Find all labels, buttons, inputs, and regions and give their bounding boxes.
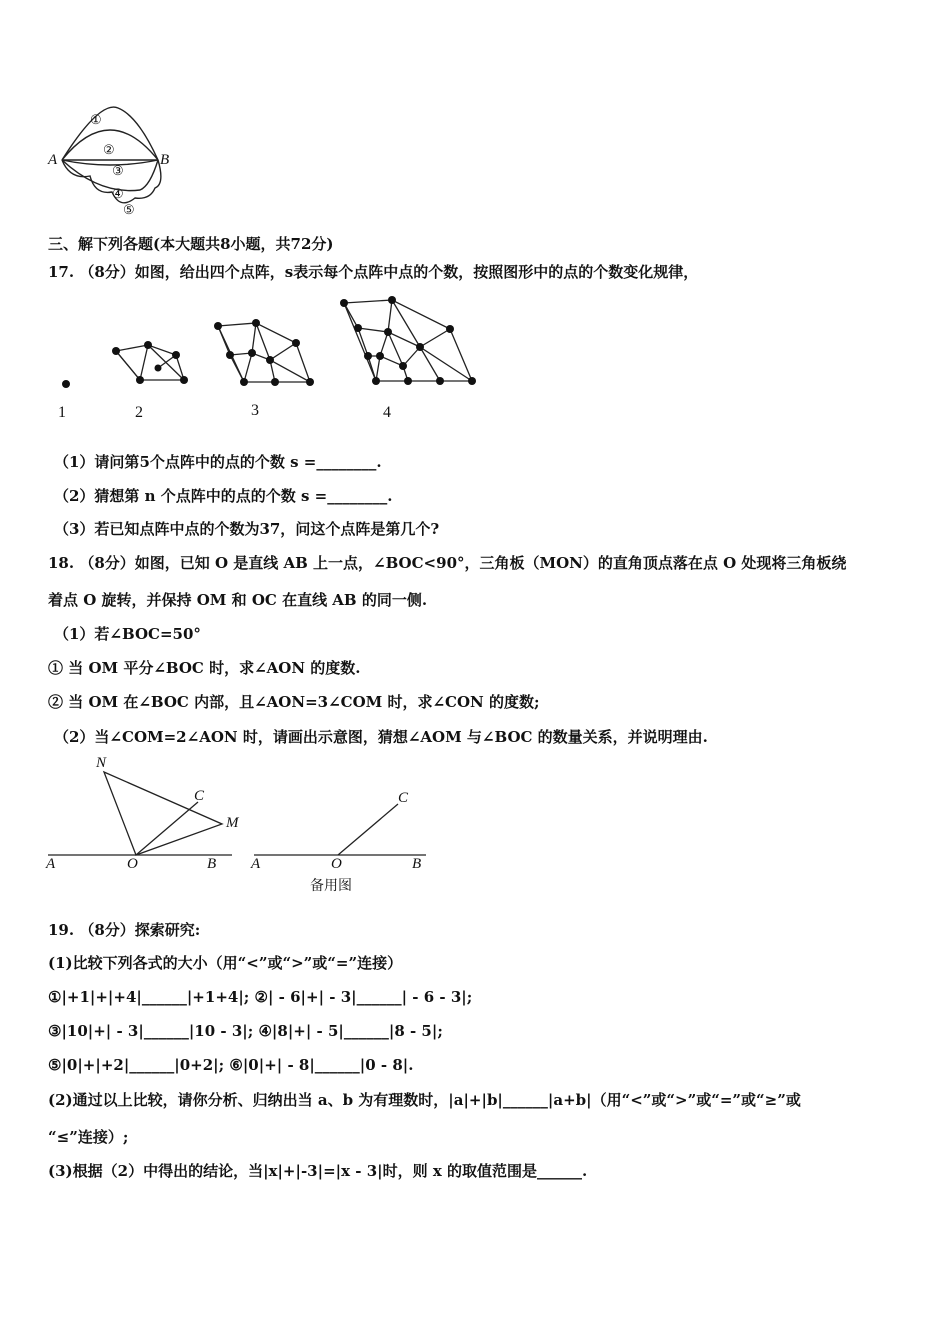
lattice-label-1: 1: [58, 404, 66, 421]
region-label-3: ③: [112, 163, 124, 178]
fig1-label-a: A: [46, 856, 56, 872]
fig2-caption: 备用图: [310, 878, 352, 894]
fig2-label-o: O: [331, 856, 342, 872]
region-label-4: ④: [112, 186, 124, 201]
fig1-label-c: C: [194, 788, 205, 804]
region-label-5: ⑤: [123, 202, 135, 217]
point-label-b: B: [160, 152, 170, 168]
q18-part2: （2）当∠COM=2∠AON 时，请画出示意图，猜想∠AOM 与∠BOC 的数量关系，并说明理由.: [54, 728, 708, 746]
q17-part2: （2）猜想第 n 个点阵中的点的个数 s =________.: [54, 487, 393, 505]
q19-part2-line1: (2)通过以上比较，请你分析、归纳出当 a、b 为有理数时，|a|+|b|______|a+b|（用“<”或“>”或“=”或“≥”或: [48, 1091, 801, 1109]
q18-stem-line1: 18. （8分）如图，已知 O 是直线 AB 上一点，∠BOC<90°，三角板（MON）的直角顶点落在点 O 处现将三角板绕: [48, 554, 847, 572]
fig1-label-n: N: [96, 755, 107, 771]
q19-row1: ①|+1|+|+4|______|+1+4|; ②| - 6|+| - 3|______| - 6 - 3|;: [48, 988, 473, 1006]
q19-stem: 19. （8分）探索研究:: [48, 921, 201, 939]
region-label-1: ①: [90, 112, 102, 127]
q19-row3: ⑤|0|+|+2|______|0+2|; ⑥|0|+| - 8|______|0 - 8|.: [48, 1056, 414, 1074]
section-heading: 三、解下列各题(本大题共8小题，共72分): [48, 235, 334, 253]
q19-part2-line2: “≤”连接）;: [48, 1128, 129, 1146]
q19-row2: ③|10|+| - 3|______|10 - 3|; ④|8|+| - 5|______|8 - 5|;: [48, 1022, 443, 1040]
fig2-label-c: C: [398, 790, 409, 806]
q18-part1-b: ② 当 OM 在∠BOC 内部，且∠AON=3∠COM 时，求∠CON 的度数;: [48, 693, 540, 711]
q19-part1: (1)比较下列各式的大小（用“<”或“>”或“=”连接）: [48, 954, 403, 972]
fig2-label-a: A: [251, 856, 261, 872]
point-label-a: A: [48, 152, 58, 168]
q17-part1: （1）请问第5个点阵中的点的个数 s =________.: [54, 453, 382, 471]
q18-part1-a: ① 当 OM 平分∠BOC 时，求∠AON 的度数.: [48, 659, 361, 677]
lattice-label-3: 3: [251, 402, 259, 419]
q17-stem: 17. （8分）如图，给出四个点阵，s表示每个点阵中点的个数，按照图形中的点的个数变化规律，: [48, 263, 699, 281]
q17-part3: （3）若已知点阵中点的个数为37，问这个点阵是第几个?: [54, 520, 440, 538]
q18-part1: （1）若∠BOC=50°: [54, 625, 201, 643]
q18-stem-line2: 着点 O 旋转，并保持 OM 和 OC 在直线 AB 的同一侧.: [48, 591, 428, 609]
fig1-label-m: M: [226, 815, 239, 831]
fig2-label-b: B: [412, 856, 422, 872]
region-label-2: ②: [103, 142, 115, 157]
fig1-label-b: B: [207, 856, 217, 872]
q19-part3: (3)根据（2）中得出的结论，当|x|+|-3|=|x - 3|时，则 x 的取值范围是______.: [48, 1162, 588, 1180]
fig1-label-o: O: [127, 856, 138, 872]
lattice-label-2: 2: [135, 404, 143, 421]
lattice-label-4: 4: [383, 404, 391, 421]
